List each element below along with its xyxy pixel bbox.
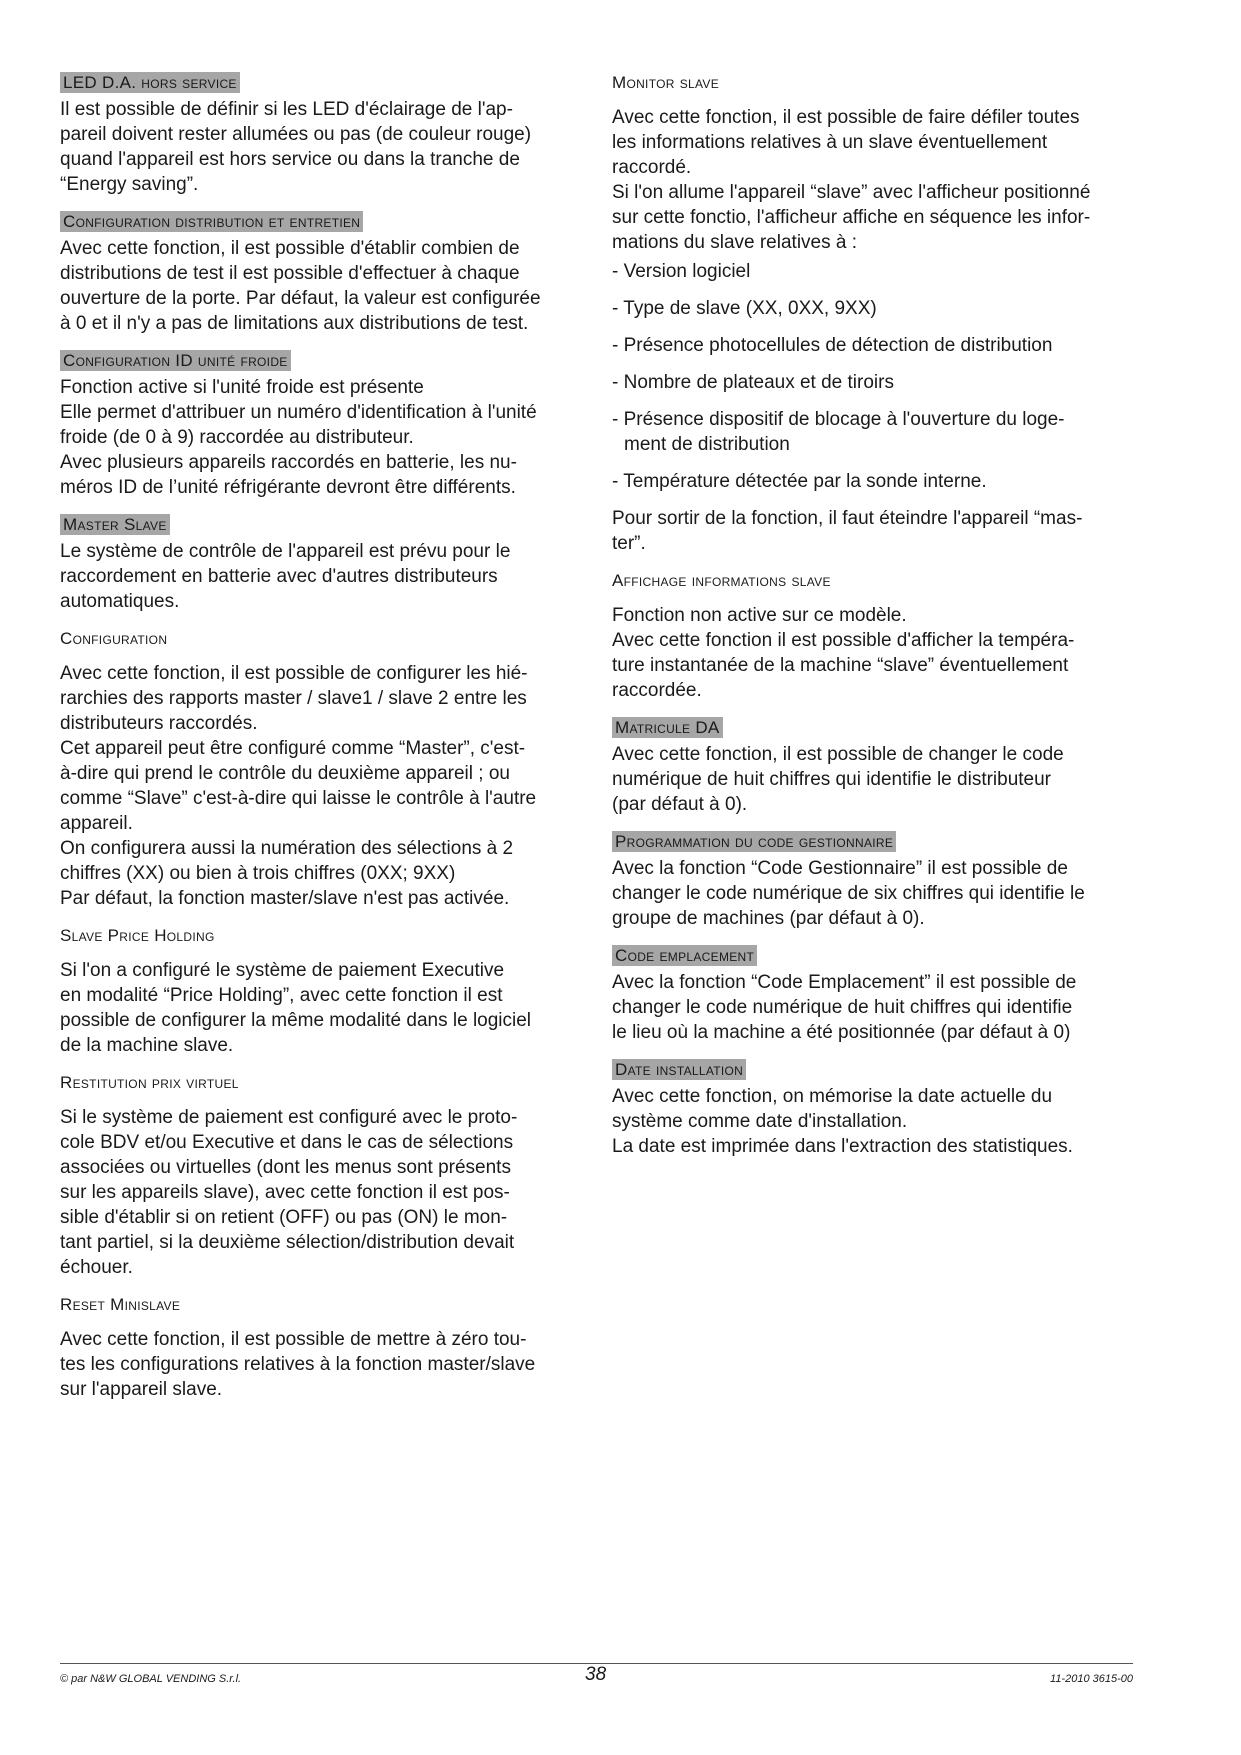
section-configuration-id-unite-froide xyxy=(60,350,580,500)
section-date-installation xyxy=(612,1059,1140,1159)
section-led-d-a-hors-service xyxy=(60,72,580,197)
section-paragraph: Pour sortir de la fonction, il faut éteindre l'appareil “mas- ter”. xyxy=(612,508,1083,554)
left-column xyxy=(60,72,580,1416)
section-heading: LED D.A. hors service xyxy=(60,72,240,93)
section-slave-price-holding xyxy=(60,925,580,1058)
section-heading: Restitution prix virtuel xyxy=(60,1073,239,1092)
section-paragraph: Avec la fonction “Code Gestionnaire” il est possible de changer le code numérique de six chiffres qui identifie le groupe de machines (par défaut à 0). xyxy=(612,858,1085,929)
section-heading: Affichage informations slave xyxy=(612,571,831,590)
section-reset-minislave xyxy=(60,1294,580,1402)
section-heading: Configuration ID unité froide xyxy=(60,350,291,371)
section-heading: Master Slave xyxy=(60,514,170,535)
section-paragraph: Avec cette fonction, il est possible de mettre à zéro tou- tes les configurations relatives à la fonction master/slave sur l'appareil slave. xyxy=(60,1329,536,1400)
list-item: - Température détectée par la sonde interne. xyxy=(612,471,987,492)
list-item: - Présence dispositif de blocage à l'ouverture du loge- ment de distribution xyxy=(612,409,1065,455)
section-paragraph: Avec cette fonction, il est possible d'établir combien de distributions de test il est possible d'effectuer à chaque ouverture de la porte. Par défaut, la valeur est configurée à 0 et il n'y a pas de limitations aux distributions de test. xyxy=(60,238,541,334)
list-item: - Présence photocellules de détection de distribution xyxy=(612,335,1053,356)
section-paragraph: Avec la fonction “Code Emplacement” il est possible de changer le code numérique de huit chiffres qui identifie le lieu où la machine a été positionnée (par défaut à 0) xyxy=(612,972,1077,1043)
section-paragraph: Avec cette fonction, il est possible de changer le code numérique de huit chiffres qui identifie le distributeur (par défaut à 0). xyxy=(612,744,1064,815)
section-configuration-distribution-et-entretien xyxy=(60,211,580,336)
section-paragraph: Le système de contrôle de l'appareil est prévu pour le raccordement en batterie avec d'autres distributeurs automatiques. xyxy=(60,541,511,612)
page-number: 38 xyxy=(585,1664,607,1685)
section-paragraph: Fonction active si l'unité froide est présente Elle permet d'attribuer un numéro d'identification à l'unité froide (de 0 à 9) raccordée au distributeur. Avec plusieurs appareils raccordés en batterie, les nu- méros ID de l’unité réfrigérante devront être différents. xyxy=(60,377,537,498)
section-heading: Matricule DA xyxy=(612,717,723,738)
section-paragraph: Avec cette fonction, il est possible de configurer les hié- rarchies des rapports master / slave1 / slave 2 entre les distributeurs raccordés. Cet appareil peut être configuré comme “Master”, c'est- à-dire qui prend le contrôle du deuxième appareil ; ou comme “Slave” c'est-à-dire qui laisse le contrôle à l'autre appareil. On configurera aussi la numération des sélections à 2 chiffres (XX) ou bien à trois chiffres (0XX; 9XX) Par défaut, la fonction master/slave n'est pas activée. xyxy=(60,663,537,909)
section-paragraph: Si le système de paiement est configuré avec le proto- cole BDV et/ou Executive et dans le cas de sélections associées ou virtuelles (dont les menus sont présents sur les appareils slave), avec cette fonction il est pos- sible d'établir si on retient (OFF) ou pas (ON) le mon- tant partiel, si la deuxième sélection/distribution devait échouer. xyxy=(60,1107,518,1278)
footer-doc-code: 11-2010 3615-00 xyxy=(1050,1673,1133,1685)
right-column xyxy=(612,72,1140,1173)
section-affichage-informations-slave xyxy=(612,570,1140,703)
section-paragraph: Si l'on a configuré le système de paiement Executive en modalité “Price Holding”, avec cette fonction il est possible de configurer la même modalité dans le logiciel de la machine slave. xyxy=(60,960,532,1056)
section-heading: Date installation xyxy=(612,1059,746,1080)
section-programmation-du-code-gestionnaire xyxy=(612,831,1140,931)
section-monitor-slave xyxy=(612,72,1140,556)
section-paragraph: Fonction non active sur ce modèle. Avec cette fonction il est possible d'afficher la tempéra- ture instantanée de la machine “slave” éventuellement raccordée. xyxy=(612,605,1075,701)
section-restitution-prix-virtuel xyxy=(60,1072,580,1280)
section-heading: Monitor slave xyxy=(612,73,720,92)
list-item: - Type de slave (XX, 0XX, 9XX) xyxy=(612,298,877,319)
section-configuration xyxy=(60,628,580,911)
section-paragraph: Avec cette fonction, on mémorise la date actuelle du système comme date d'installation. La date est imprimée dans l'extraction des statistiques. xyxy=(612,1086,1073,1157)
section-heading: Code emplacement xyxy=(612,945,757,966)
section-paragraph: Avec cette fonction, il est possible de faire défiler toutes les informations relatives à un slave éventuellement raccordé. Si l'on allume l'appareil “slave” avec l'afficheur positionné sur cette fonctio, l'afficheur affiche en séquence les infor- mations du slave relatives à : xyxy=(612,107,1091,253)
section-master-slave xyxy=(60,514,580,614)
section-heading: Reset Minislave xyxy=(60,1295,181,1314)
footer-copyright: © par N&W GLOBAL VENDING S.r.l. xyxy=(60,1673,242,1685)
section-code-emplacement xyxy=(612,945,1140,1045)
section-matricule-da xyxy=(612,717,1140,817)
section-heading: Configuration xyxy=(60,629,168,648)
section-heading: Slave Price Holding xyxy=(60,926,215,945)
list-item: - Version logiciel xyxy=(612,261,751,282)
section-heading: Configuration distribution et entretien xyxy=(60,211,363,232)
section-paragraph: Il est possible de définir si les LED d'éclairage de l'ap- pareil doivent rester allumées ou pas (de couleur rouge) quand l'appareil est hors service ou dans la tranche de “Energy saving”. xyxy=(60,99,532,195)
section-heading: Programmation du code gestionnaire xyxy=(612,831,896,852)
list-item: - Nombre de plateaux et de tiroirs xyxy=(612,372,894,393)
